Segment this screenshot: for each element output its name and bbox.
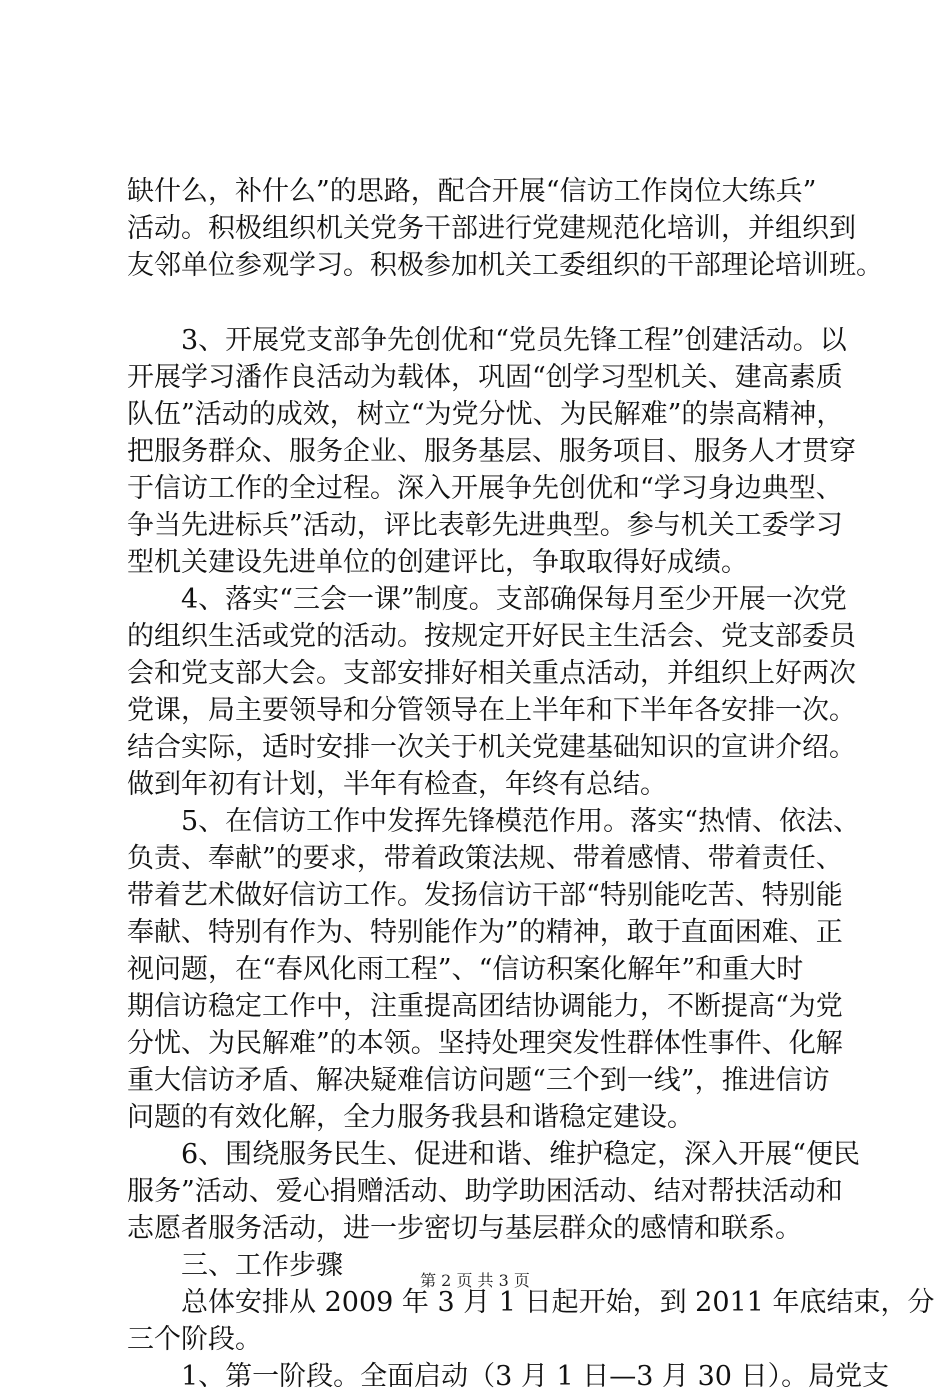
text-line: 型机关建设先进单位的创建评比，争取取得好成绩。 [127,547,748,578]
text-line: 期信访稳定工作中，注重提高团结协调能力，不断提高“为党 [127,991,843,1022]
text-line: 争当先进标兵”活动，评比表彰先进典型。参与机关工委学习 [127,510,843,541]
text-line: 问题的有效化解，全力服务我县和谐稳定建设。 [127,1102,694,1133]
text-line: 分忧、为民解难”的本领。坚持处理突发性群体性事件、化解 [127,1028,843,1059]
text-line: 把服务群众、服务企业、服务基层、服务项目、服务人才贯穿 [127,436,856,467]
paragraph-gap [127,284,837,322]
text-line: 志愿者服务活动，进一步密切与基层群众的感情和联系。 [127,1213,802,1244]
text-line: 缺什么，补什么”的思路，配合开展“信访工作岗位大练兵” [127,176,817,207]
text-line: 总体安排从 2009 年 3 月 1 日起开始，到 2011 年底结束，分 [181,1287,935,1318]
text-line: 5、在信访工作中发挥先锋模范作用。落实“热情、依法、 [181,806,860,837]
text-line: 结合实际，适时安排一次关于机关党建基础知识的宣讲介绍。 [127,732,856,763]
text-line: 视问题，在“春风化雨工程”、“信访积案化解年”和重大时 [127,954,804,985]
text-line: 6、围绕服务民生、促进和谐、维护稳定，深入开展“便民 [181,1139,860,1170]
text-line: 服务”活动、爱心捐赠活动、助学助困活动、结对帮扶活动和 [127,1176,843,1207]
text-line: 4、落实“三会一课”制度。支部确保每月至少开展一次党 [181,584,847,615]
text-line: 带着艺术做好信访工作。发扬信访干部“特别能吃苦、特别能 [127,880,843,911]
text-line: 3、开展党支部争先创优和“党员先锋工程”创建活动。以 [181,325,847,356]
text-line: 党课，局主要领导和分管领导在上半年和下半年各安排一次。 [127,695,856,726]
text-line: 1、第一阶段。全面启动（3 月 1 日—3 月 30 日）。局党支 [181,1361,890,1392]
text-line: 于信访工作的全过程。深入开展争先创优和“学习身边典型、 [127,473,843,504]
text-line: 做到年初有计划，半年有检查，年终有总结。 [127,769,667,800]
text-line: 的组织生活或党的活动。按规定开好民主生活会、党支部委员 [127,621,856,652]
text-line: 活动。积极组织机关党务干部进行党建规范化培训，并组织到 [127,213,856,244]
text-line: 队伍”活动的成效，树立“为党分忧、为民解难”的崇高精神， [127,399,844,430]
body-text [127,173,935,1395]
text-line: 三个阶段。 [127,1324,262,1355]
text-line: 奉献、特别有作为、特别能作为”的精神，敢于直面困难、正 [127,917,843,948]
text-line: 友邻单位参观学习。积极参加机关工委组织的干部理论培训班。 [127,250,883,281]
page-footer: 第 2 页 共 3 页 [420,1271,530,1290]
text-line: 重大信访矛盾、解决疑难信访问题“三个到一线”，推进信访 [127,1065,830,1096]
text-line: 会和党支部大会。支部安排好相关重点活动，并组织上好两次 [127,658,856,689]
text-line: 开展学习潘作良活动为载体，巩固“创学习型机关、建高素质 [127,362,843,393]
section-heading: 三、工作步骤 [181,1250,343,1281]
text-line: 负责、奉献”的要求，带着政策法规、带着感情、带着责任、 [127,843,843,874]
